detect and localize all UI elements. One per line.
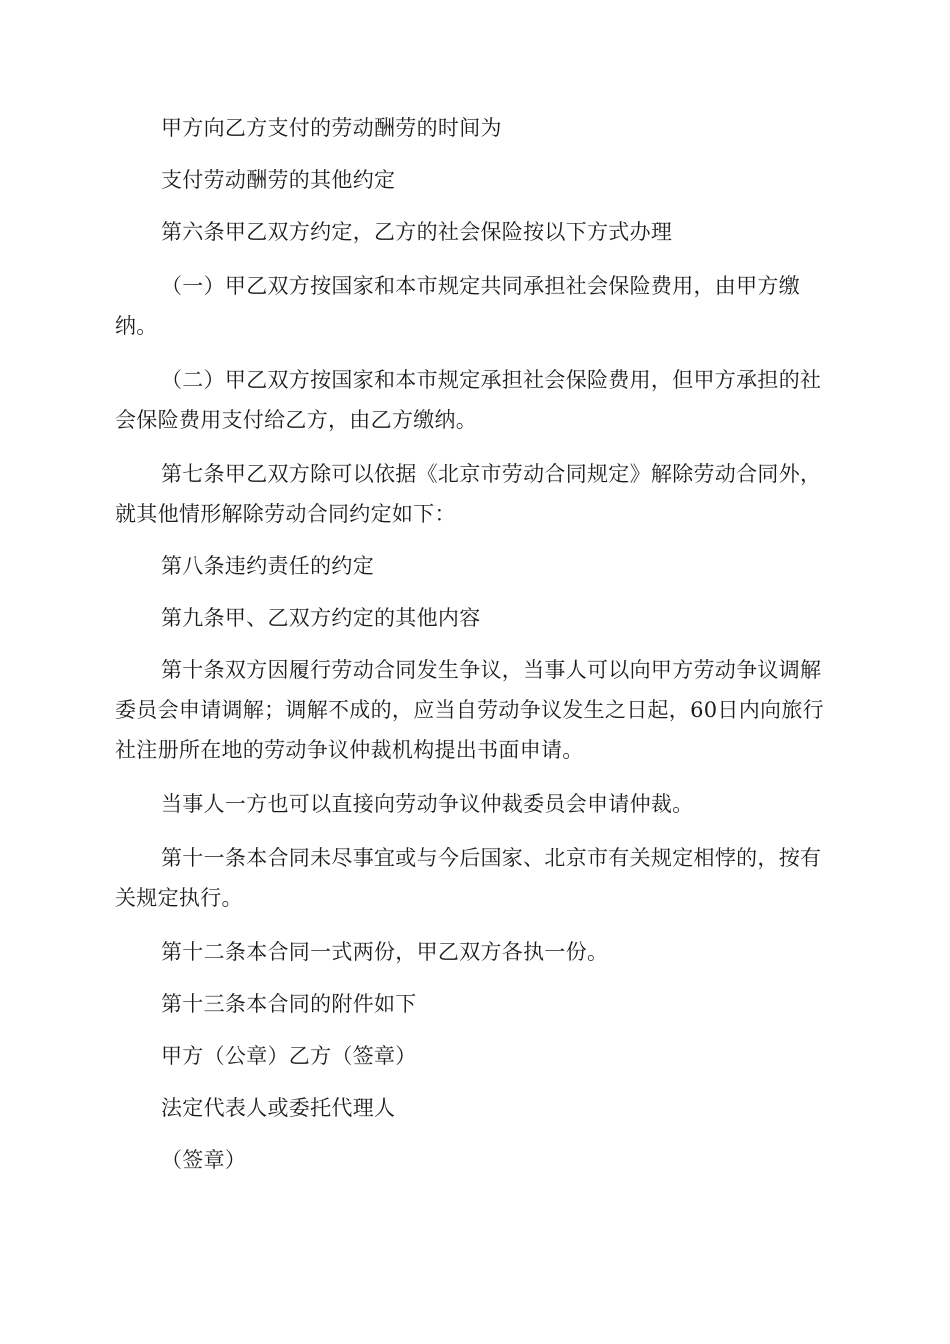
signature-representative: 法定代表人或委托代理人	[161, 1096, 396, 1120]
paragraph-article-6-item-2: （二）甲乙双方按国家和本市规定承担社会保险费用，但甲方承担的社会保险费用支付给乙方，由乙方缴纳。	[115, 368, 822, 432]
paragraph-article-6: 第六条甲乙双方约定，乙方的社会保险按以下方式办理	[161, 220, 673, 244]
paragraph-article-9: 第九条甲、乙双方约定的其他内容	[161, 606, 481, 630]
document-body	[115, 108, 835, 1180]
paragraph-article-13: 第十三条本合同的附件如下	[161, 992, 417, 1016]
paragraph-article-7: 第七条甲乙双方除可以依据《北京市劳动合同规定》解除劳动合同外，就其他情形解除劳动合同约定如下：	[115, 462, 822, 526]
paragraph-article-12: 第十二条本合同一式两份，甲乙双方各执一份。	[161, 940, 609, 964]
signature-seal: （签章）	[161, 1148, 247, 1172]
paragraph-article-6-item-1: （一）甲乙双方按国家和本市规定共同承担社会保险费用，由甲方缴纳。	[115, 274, 800, 338]
paragraph-article-11: 第十一条本合同未尽事宜或与今后国家、北京市有关规定相悖的，按有关规定执行。	[115, 846, 822, 910]
paragraph-article-8: 第八条违约责任的约定	[161, 554, 374, 578]
paragraph-payment-other: 支付劳动酬劳的其他约定	[161, 168, 396, 192]
paragraph-article-10: 第十条双方因履行劳动合同发生争议，当事人可以向甲方劳动争议调解委员会申请调解；调解不成的，应当自劳动争议发生之日起，60日内向旅行社注册所在地的劳动争议仲裁机构提出书面申请。	[115, 658, 824, 762]
paragraph-arbitration: 当事人一方也可以直接向劳动争议仲裁委员会申请仲裁。	[161, 792, 694, 816]
paragraph-payment-time: 甲方向乙方支付的劳动酬劳的时间为	[161, 116, 502, 140]
signature-parties: 甲方（公章）乙方（签章）	[161, 1044, 417, 1068]
